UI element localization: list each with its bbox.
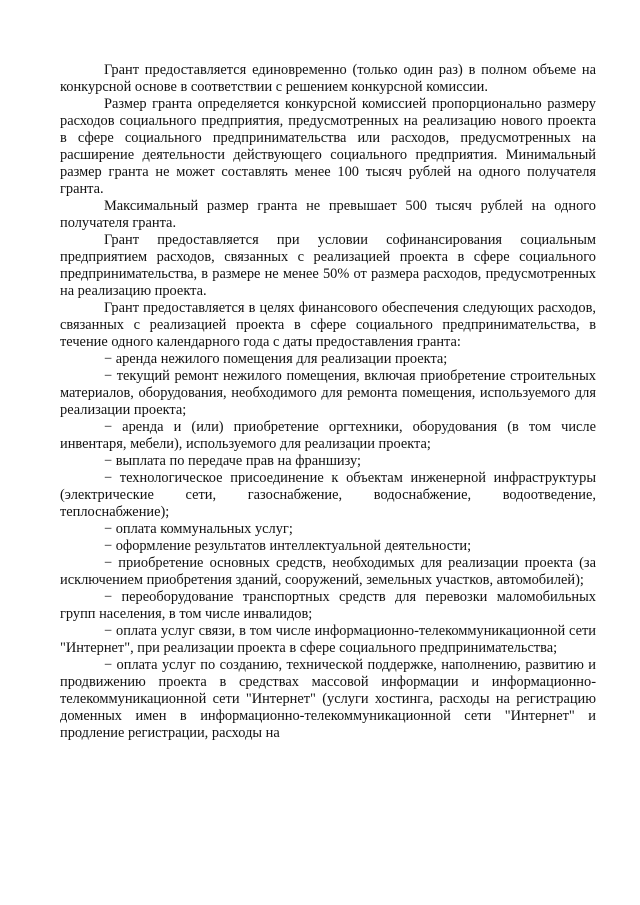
- list-item-office-equipment: − аренда и (или) приобретение оргтехники, оборудования (в том числе инвентаря, мебели), используемого для реализации проекта;: [60, 419, 596, 452]
- paragraph-grant-max: Максимальный размер гранта не превышает 500 тысяч рублей на одного получателя гранта.: [60, 198, 596, 231]
- list-item-utilities: − оплата коммунальных услуг;: [104, 521, 293, 537]
- list-item-vehicle-conversion: − переоборудование транспортных средств для перевозки маломобильных групп населения, в том числе инвалидов;: [60, 589, 596, 622]
- list-item-communication: − оплата услуг связи, в том числе информационно-телекоммуникационной сети "Интернет", при реализации проекта в сфере социального предпринимательства;: [60, 623, 596, 656]
- document-page: [60, 62, 596, 742]
- list-item-engineering-connection: − технологическое присоединение к объектам инженерной инфраструктуры (электрические сети, газоснабжение, водоснабжение, водоотведение, теплоснабжение);: [60, 470, 596, 520]
- list-item-franchise: − выплата по передаче прав на франшизу;: [104, 453, 361, 469]
- paragraph-cofinancing: Грант предоставляется при условии софинансирования социальным предприятием расходов, связанных с реализацией проекта в сфере социального предпринимательства, в размере не менее 50% от размера расходов, предусмотренных на реализацию проекта.: [60, 232, 596, 299]
- list-item-rent: − аренда нежилого помещения для реализации проекта;: [104, 351, 448, 367]
- list-item-repair: − текущий ремонт нежилого помещения, включая приобретение строительных материалов, оборудования, необходимого для ремонта помещения, используемого для реализации проекта;: [60, 368, 596, 418]
- list-item-fixed-assets: − приобретение основных средств, необходимых для реализации проекта (за исключением приобретения зданий, сооружений, земельных участков, автомобилей);: [60, 555, 596, 588]
- list-item-media-promotion: − оплата услуг по созданию, технической поддержке, наполнению, развитию и продвижению проекта в средствах массовой информации и информационно-телекоммуникационной сети "Интернет" (услуги хостинга, расходы на регистрацию доменных имен в информационно-телекоммуникационной сети "Интернет" и продление регистрации, расходы на: [60, 657, 596, 741]
- paragraph-grant-size: Размер гранта определяется конкурсной комиссией пропорционально размеру расходов социального предприятия, предусмотренных на реализацию нового проекта в сфере социального предпринимательства или расходов, предусмотренных на расширение деятельности действующего социального предприятия. Минимальный размер гранта не может составлять менее 100 тысяч рублей на одного получателя гранта.: [60, 96, 596, 197]
- paragraph-grant-one-time: Грант предоставляется единовременно (только один раз) в полном объеме на конкурсной основе в соответствии с решением конкурсной комиссии.: [60, 62, 596, 95]
- paragraph-expense-purposes: Грант предоставляется в целях финансового обеспечения следующих расходов, связанных с реализацией проекта в сфере социального предпринимательства, в течение одного календарного года с даты предоставления гранта:: [60, 300, 596, 350]
- list-item-intellectual-property: − оформление результатов интеллектуальной деятельности;: [104, 538, 472, 554]
